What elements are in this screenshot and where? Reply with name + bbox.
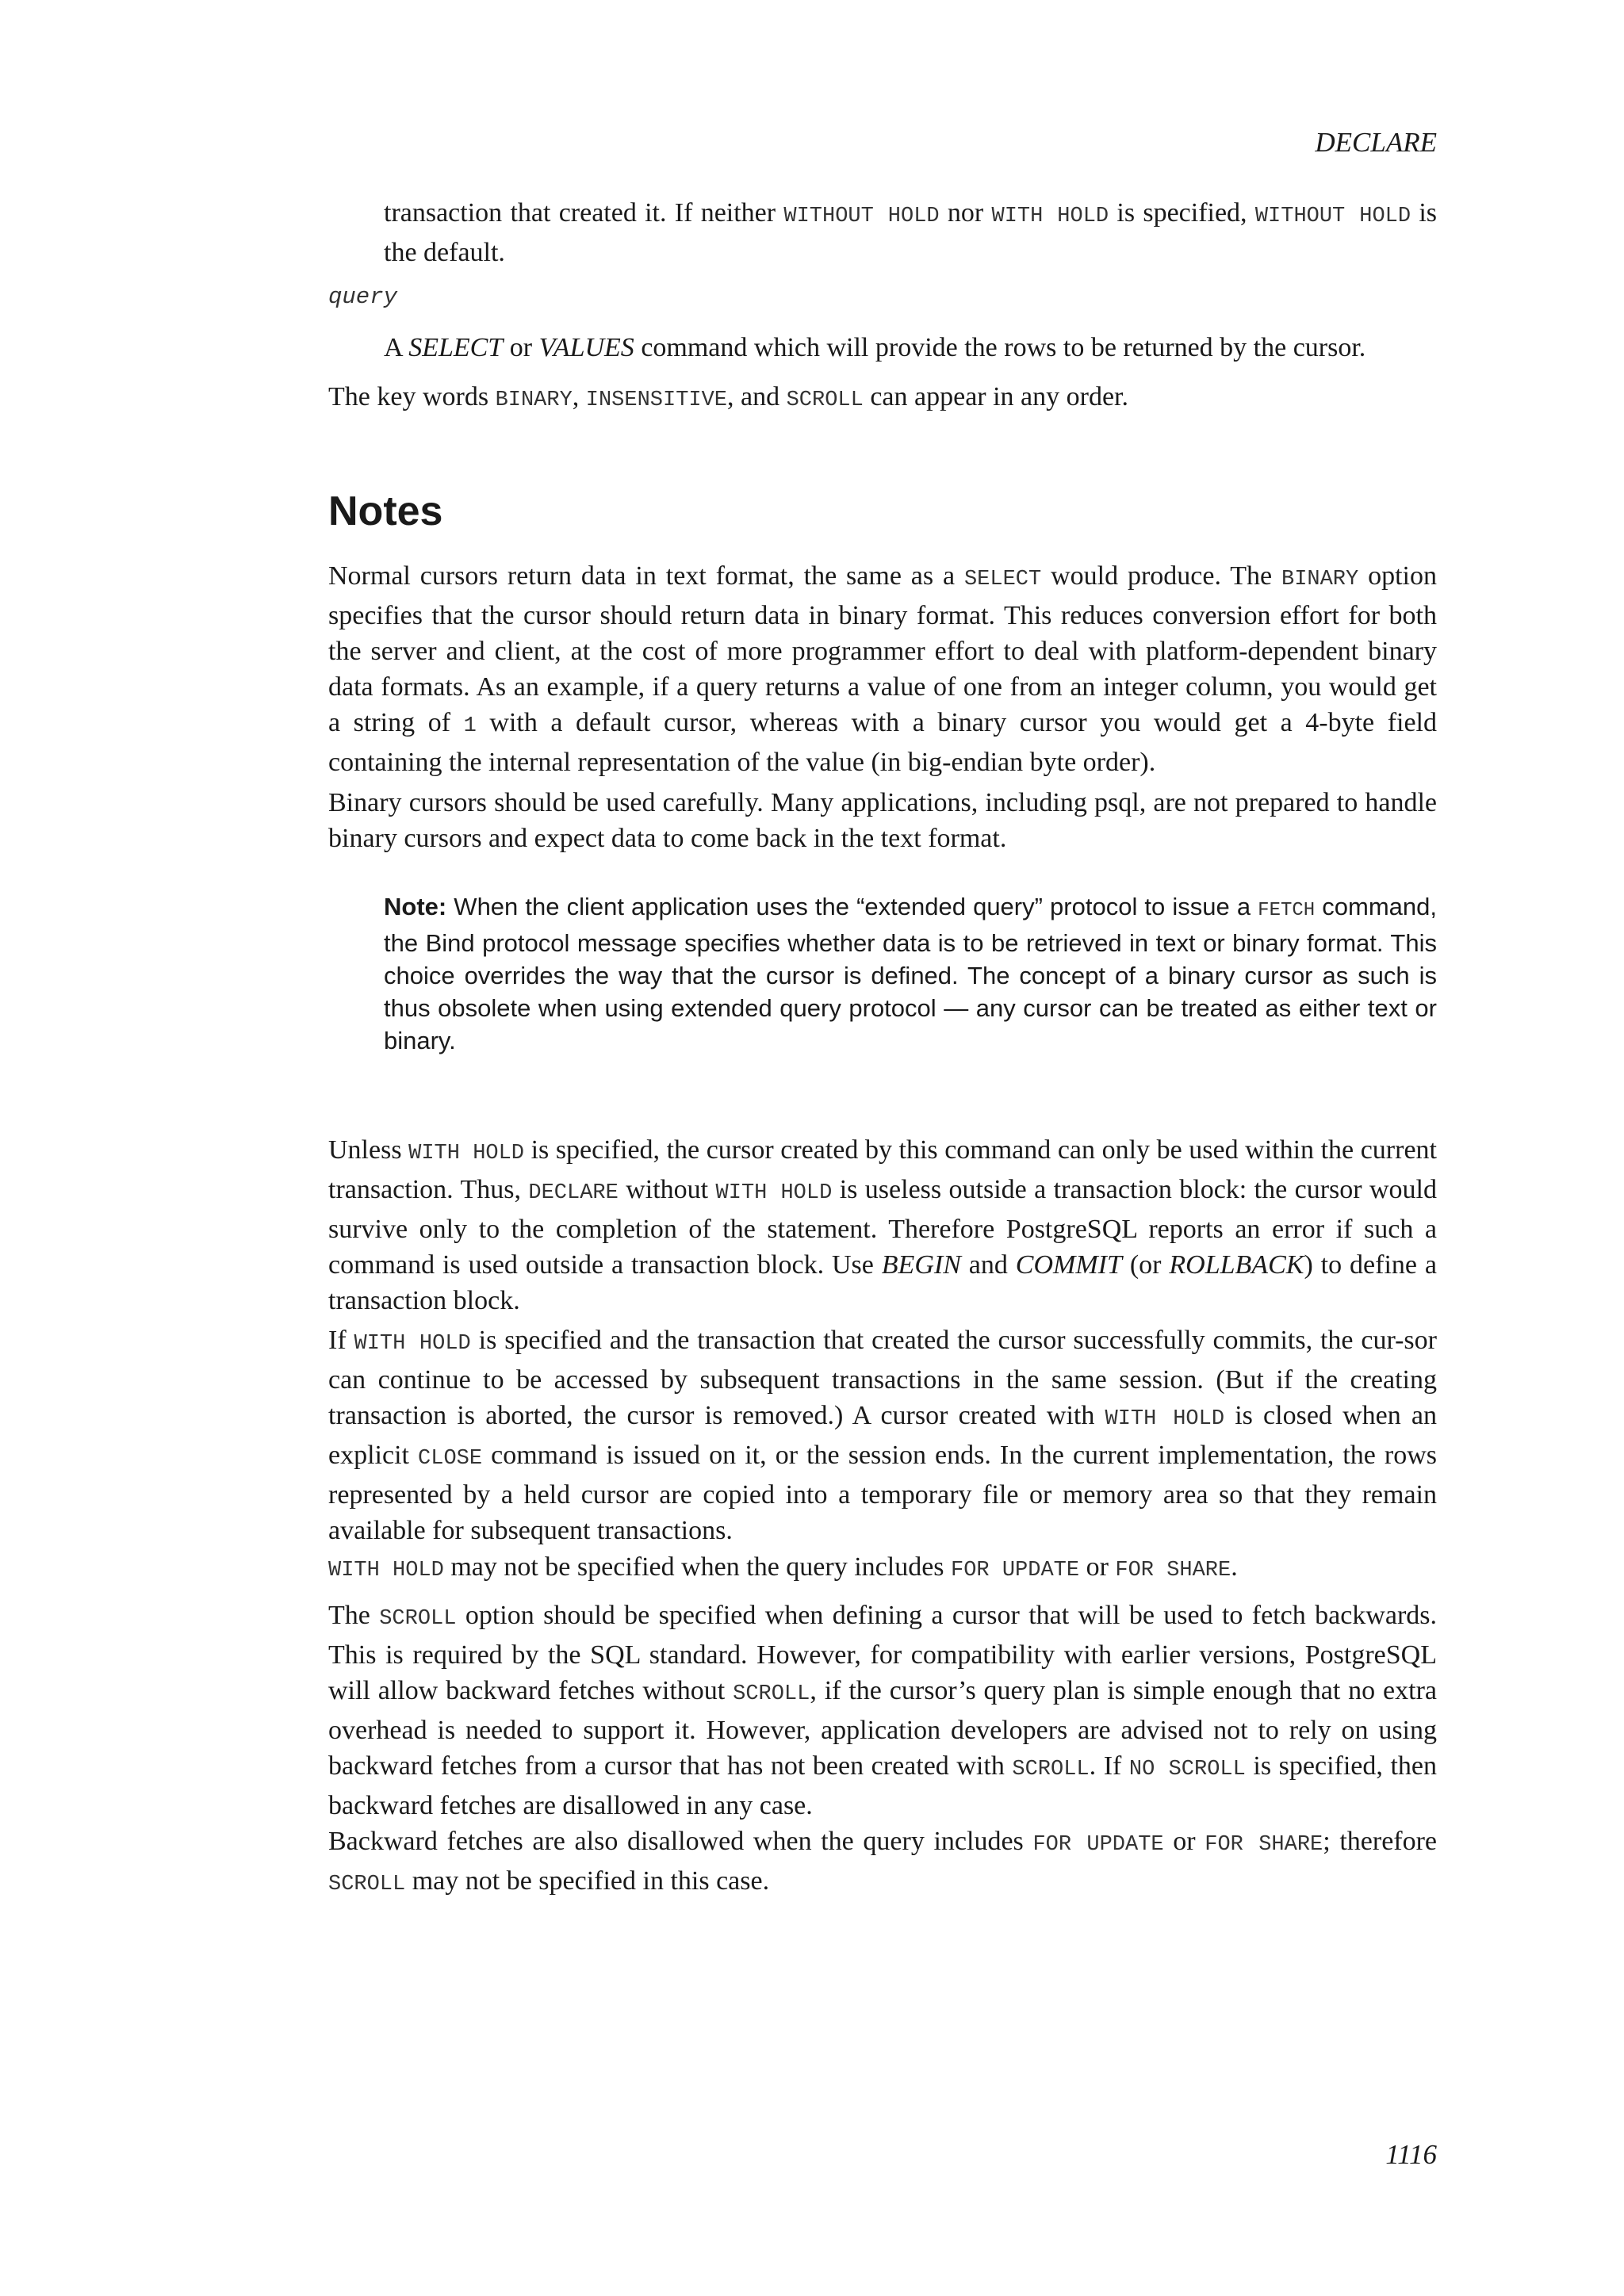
code-literal: WITHOUT HOLD xyxy=(783,205,940,228)
text-run: would produce. The xyxy=(1041,561,1281,591)
text-run: can appear in any order. xyxy=(863,382,1129,411)
keywords-paragraph xyxy=(328,379,1437,419)
note-box xyxy=(384,890,1437,1057)
text-run: option specifies that the cursor should return data in binary format. This reduces conversion effort for both the server and client, at the cost of more programmer effort to deal with platform-dependent binary data formats. As an example, if a query returns a value of one from an integer column, you would get a string of xyxy=(328,561,1437,737)
text-run: ) to define a transaction block. xyxy=(328,1250,1437,1315)
text-run: may not be specified when the query includes xyxy=(443,1552,952,1582)
code-literal: BINARY xyxy=(1281,568,1359,591)
code-literal: SCROLL xyxy=(786,388,864,412)
text-run: Unless xyxy=(328,1135,409,1165)
code-literal: WITH HOLD xyxy=(715,1181,833,1205)
continuation-paragraph xyxy=(384,195,1437,270)
running-header: DECLARE xyxy=(1315,127,1437,158)
text-run: ; therefore xyxy=(1323,1827,1438,1856)
text-run: When the client application uses the “extended query” protocol to issue a xyxy=(446,893,1258,920)
code-literal: DECLARE xyxy=(528,1181,619,1205)
code-literal: SCROLL xyxy=(379,1607,457,1631)
text-run: A xyxy=(384,333,409,362)
code-literal: FOR SHARE xyxy=(1205,1833,1323,1857)
notes-paragraph-6 xyxy=(328,1598,1437,1823)
code-literal: WITH HOLD xyxy=(991,205,1109,228)
text-run: or xyxy=(503,333,539,362)
text-run: with a default cursor, whereas with a binary cursor you would get a 4-byte field containing the internal representation of the value (in big-endian byte order). xyxy=(328,708,1438,777)
text-run: The xyxy=(328,1601,380,1630)
notes-paragraph-4 xyxy=(328,1322,1437,1548)
text-run: Normal cursors return data in text format, the same as a xyxy=(328,561,964,591)
text-run: command is issued on it, or the session ends. In the current implementation, the rows represented by a held cursor are copied into a temporary file or memory area so that they remain available for subsequent transactions. xyxy=(328,1441,1437,1545)
code-literal: 1 xyxy=(463,714,477,738)
code-literal: FOR UPDATE xyxy=(1032,1833,1164,1857)
command-reference: VALUES xyxy=(538,333,634,362)
note-label: Note: xyxy=(384,893,447,920)
code-literal: SELECT xyxy=(963,568,1042,591)
text-run: is specified, the cursor created by this command can only be used within the current transaction. Thus, xyxy=(328,1135,1437,1204)
text-run: transaction that created it. If neither xyxy=(384,198,784,228)
text-run: option should be specified when defining a cursor that will be used to fetch backwards. This is required by the SQL standard. However, for compatibility with earlier versions, PostgreSQL will allow backward fetches without xyxy=(328,1601,1438,1705)
text-run: The key words xyxy=(328,382,496,411)
notes-paragraph-3 xyxy=(328,1132,1437,1318)
text-run: is specified, xyxy=(1109,198,1255,228)
notes-paragraph-7 xyxy=(328,1823,1437,1903)
code-literal: FOR SHARE xyxy=(1115,1559,1231,1582)
text-run: , if the cursor’s query plan is simple enough that no extra overhead is needed to support it. However, application developers are advised not to rely on using backward fetches from a cursor that has not been created with xyxy=(328,1676,1437,1781)
command-reference: BEGIN xyxy=(881,1250,961,1280)
command-reference: COMMIT xyxy=(1015,1250,1122,1280)
text-run: may not be specified in this case. xyxy=(405,1866,770,1896)
text-run: If xyxy=(328,1326,354,1355)
code-literal: WITH HOLD xyxy=(1105,1407,1225,1431)
page-number: 1116 xyxy=(1385,2139,1437,2170)
text-run: is the default. xyxy=(384,198,1438,267)
text-run: . If xyxy=(1089,1751,1129,1781)
text-run: without xyxy=(618,1175,716,1204)
parameter-description-query xyxy=(384,330,1437,365)
code-literal: SCROLL xyxy=(328,1873,406,1896)
text-run: Backward fetches are also disallowed when the query includes xyxy=(328,1827,1033,1856)
notes-paragraph-1 xyxy=(328,558,1437,780)
code-literal: INSENSITIVE xyxy=(585,388,728,412)
code-literal: CLOSE xyxy=(418,1447,483,1471)
code-literal: WITHOUT HOLD xyxy=(1254,205,1411,228)
text-run: is specified, then backward fetches are disallowed in any case. xyxy=(328,1751,1437,1820)
notes-paragraph-5 xyxy=(328,1549,1437,1589)
text-run: or xyxy=(1163,1827,1205,1856)
code-literal: SCROLL xyxy=(1012,1758,1090,1781)
code-literal: NO SCROLL xyxy=(1128,1758,1246,1781)
code-literal: BINARY xyxy=(495,388,573,412)
command-reference: ROLLBACK xyxy=(1169,1250,1304,1280)
text-run: (or xyxy=(1121,1250,1170,1280)
code-literal: FETCH xyxy=(1258,900,1316,921)
text-run: is useless outside a transaction block: the cursor would survive only to the completion of the statement. Therefore PostgreSQL reports an error if such a command is used outside a transaction block. Use xyxy=(328,1175,1437,1280)
text-run: command which will provide the rows to be returned by the cursor. xyxy=(634,333,1366,362)
text-run: command, the Bind protocol message specifies whether data is to be retrieved in text or binary format. This choice overrides the way that the cursor is defined. The concept of a binary cursor as such is thus obsolete when using extended query protocol — any cursor can be treated as either text or binary. xyxy=(384,893,1438,1054)
text-run: nor xyxy=(939,198,992,228)
text-run: , xyxy=(572,382,586,411)
text-run: is closed when an explicit xyxy=(328,1401,1438,1470)
section-heading-notes: Notes xyxy=(328,488,443,534)
code-literal: WITH HOLD xyxy=(328,1559,444,1582)
code-literal: SCROLL xyxy=(733,1682,810,1706)
command-reference: SELECT xyxy=(408,333,504,362)
code-literal: FOR UPDATE xyxy=(951,1559,1080,1582)
text-run: . xyxy=(1231,1552,1238,1582)
text-run: is specified and the transaction that created the cursor successfully commits, the cur-sor can continue to be accessed by subsequent transactions in the same session. (But if the creating transaction is aborted, the cursor is removed.) A cursor created with xyxy=(328,1326,1437,1430)
text-run: or xyxy=(1079,1552,1116,1582)
notes-paragraph-2: Binary cursors should be used carefully. Many applications, including psql, are not prepared to handle binary cursors and expect data to come back in the text format. xyxy=(328,788,1437,853)
parameter-term-query: query xyxy=(328,284,398,310)
code-literal: WITH HOLD xyxy=(408,1142,525,1165)
text-run: and xyxy=(960,1250,1016,1280)
code-literal: WITH HOLD xyxy=(354,1332,471,1356)
text-run: , and xyxy=(727,382,787,411)
